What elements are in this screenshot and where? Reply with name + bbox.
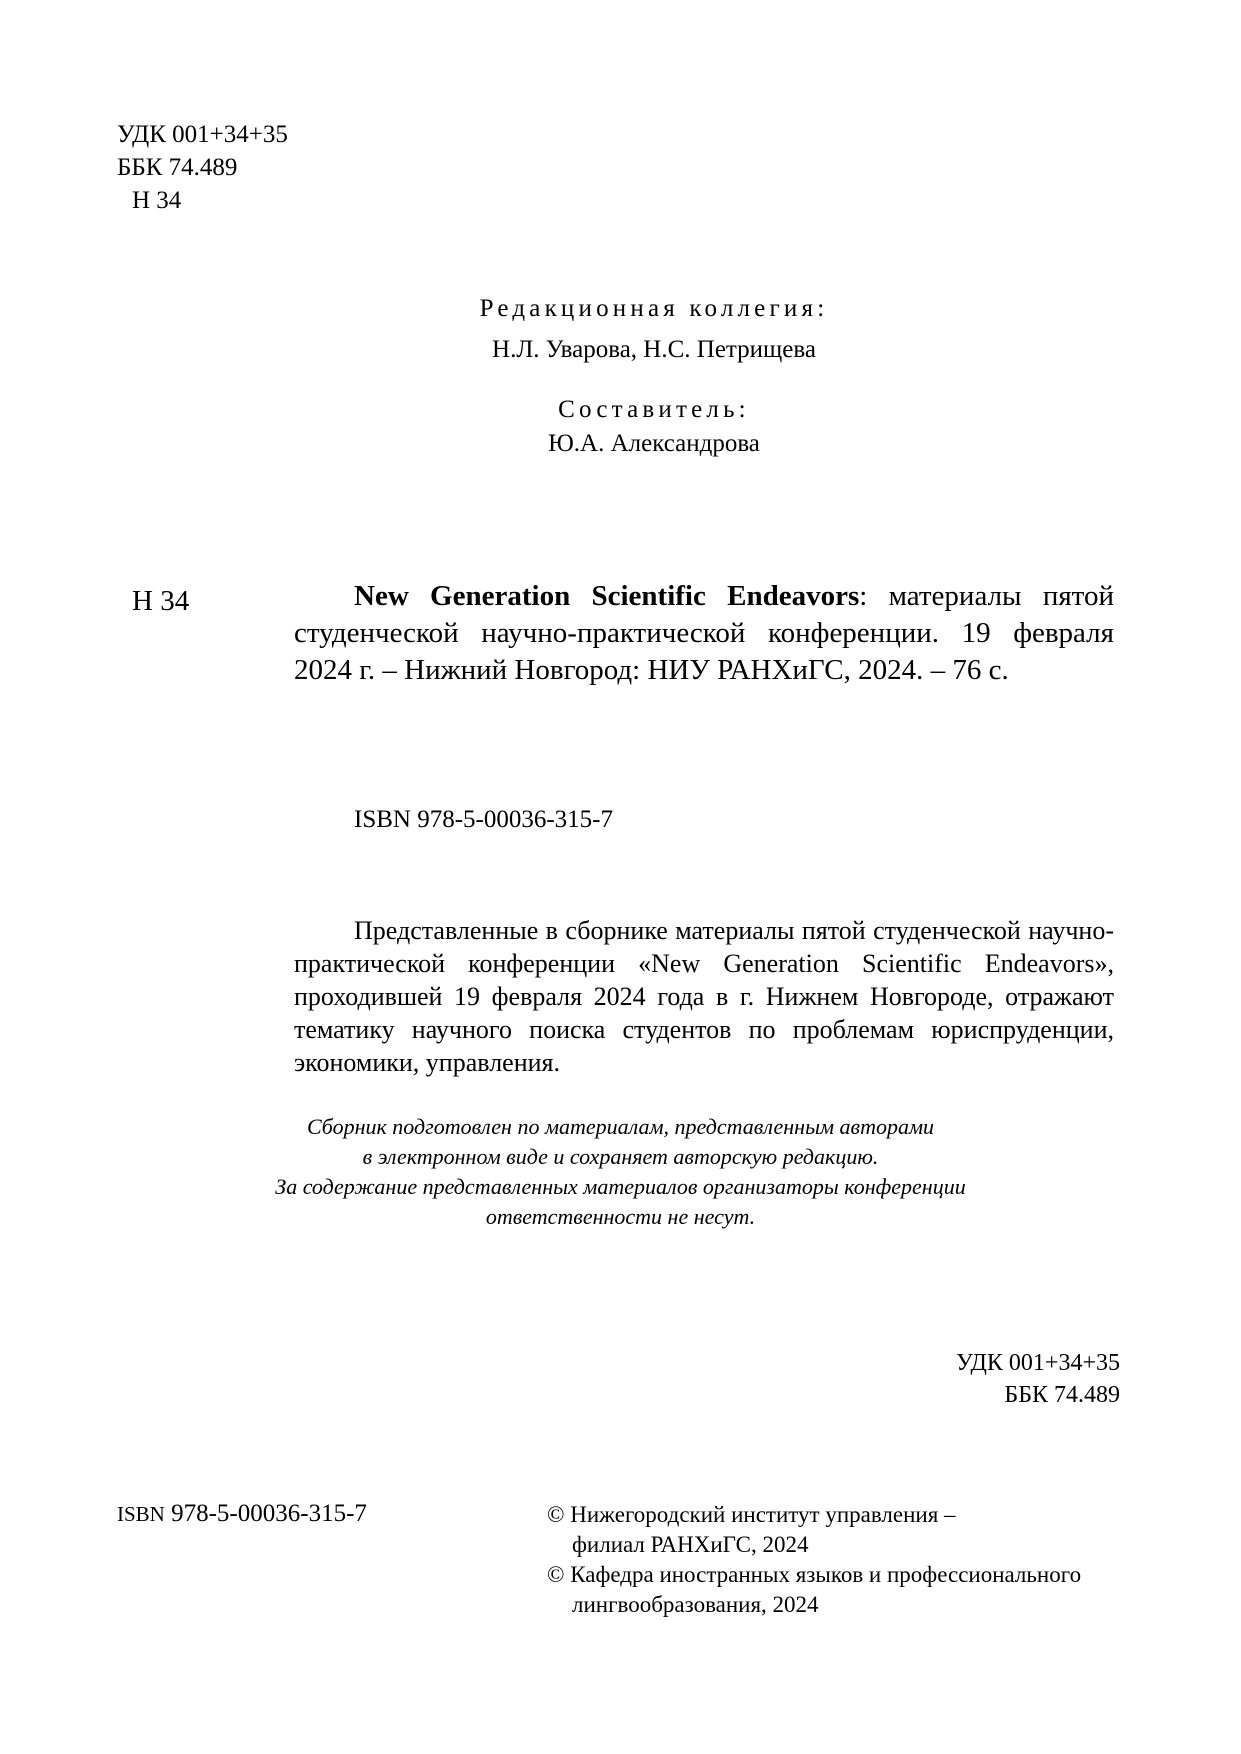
- compiler-name: Ю.А. Александрова: [548, 430, 760, 457]
- bbk-code: ББК 74.489: [117, 154, 238, 181]
- copyright-line: лингвообразования, 2024: [572, 1592, 819, 1617]
- isbn-bottom: [117, 1500, 367, 1528]
- copyrights: [547, 1500, 1081, 1620]
- footer-bbk-code: ББК 74.489: [1004, 1382, 1120, 1408]
- disclaimer-line: в электронном виде и сохраняет авторскую редакцию.: [362, 1144, 879, 1169]
- footer-codes: [956, 1347, 1120, 1411]
- header-codes: [117, 118, 288, 217]
- book-description: : материалы пятой студенческой научно-практической конференции. 19 февраля 2024 г. – Нижний Новгород: НИУ РАНХиГС, 2024. – 76 с.: [294, 580, 1114, 686]
- footer-udk-code: УДК 001+34+35: [955, 1350, 1120, 1376]
- author-mark: Н 34: [132, 187, 182, 214]
- compiler-label: Составитель:: [558, 396, 750, 423]
- annotation: Представленные в сборнике материалы пятой студенческой научно-практической конференции «New Generation Scientific Endeavors», проходившей 19 февраля 2024 года в г. Нижнем Новгороде, отражают тематику научного поиска студентов по проблемам юриспруденции, экономики, управления.: [294, 916, 1114, 1077]
- disclaimer-line: За содержание представленных материалов организаторы конференции: [275, 1174, 966, 1199]
- bibliographic-entry: [294, 578, 1114, 689]
- isbn-number: 978-5-00036-315-7: [164, 1500, 367, 1527]
- copyright-line: © Нижегородский институт управления –: [547, 1502, 956, 1527]
- disclaimer-line: ответственности не несут.: [485, 1204, 756, 1229]
- udk-code: УДК 001+34+35: [117, 121, 288, 148]
- copyright-line: филиал РАНХиГС, 2024: [572, 1532, 809, 1557]
- isbn-prefix: ISBN: [117, 1502, 165, 1526]
- copyright-line: © Кафедра иностранных языков и профессионального: [547, 1562, 1082, 1587]
- bibliographic-mark: Н 34: [132, 585, 190, 617]
- book-title: New Generation Scientific Endeavors: [354, 580, 860, 612]
- isbn-middle: ISBN 978-5-00036-315-7: [354, 806, 614, 833]
- editorial-board-label: Редакционная коллегия:: [479, 295, 829, 322]
- disclaimer: [0, 1112, 1241, 1232]
- editorial-board-names: Н.Л. Уварова, Н.С. Петрищева: [492, 336, 816, 363]
- disclaimer-line: Сборник подготовлен по материалам, представленным авторами: [306, 1114, 935, 1139]
